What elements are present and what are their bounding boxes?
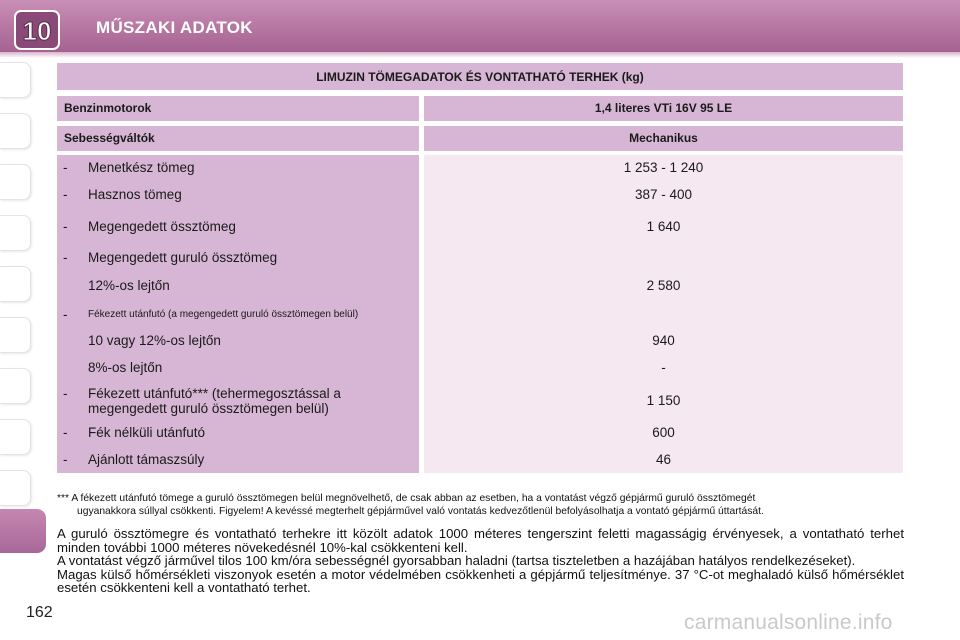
footnote-line-1: *** A fékezett utánfutó tömege a guruló össztömegen belül megnövelhető, de csak abban az esetben, ha a vontatást végző gépjármű guruló össztömegét (57, 493, 756, 504)
row-label: Menetkész tömeg (88, 160, 195, 175)
chapter-tab[interactable] (0, 368, 31, 404)
row-value: 1 150 (646, 393, 681, 408)
watermark: carmanualsonline.info (684, 611, 893, 634)
gearbox-value: Mechanikus (424, 126, 903, 151)
row-value: 940 (652, 333, 675, 348)
chapter-title: MŰSZAKI ADATOK (96, 18, 253, 37)
gearbox-row (57, 126, 903, 151)
chapter-tab[interactable] (0, 266, 31, 302)
row-dash: - (63, 219, 68, 234)
row-label: Hasznos tömeg (88, 187, 182, 202)
body-text (57, 527, 904, 595)
chapter-tabs (0, 62, 36, 572)
paragraph: A guruló össztömegre és vontatható terhekre itt közölt adatok 1000 méteres tengerszint feletti magasságig érvényesek, a vontatható terhet minden további 1000 méteres növekedésnél 10%-kal csökkenteni kell. (57, 526, 904, 555)
paragraph: A vontatást végző járművel tilos 100 km/óra sebességnél gyorsabban haladni (tartsa tiszteletben a hazájában hatályos rendelkezéseket). (57, 553, 856, 568)
row-value: 2 580 (646, 278, 681, 293)
chapter-tab[interactable] (0, 113, 31, 149)
row-label: 10 vagy 12%-os lejtőn (88, 333, 221, 348)
page-number: 162 (26, 604, 53, 621)
row-label: 12%-os lejtőn (88, 278, 170, 293)
row-dash: - (63, 307, 68, 322)
gearbox-label: Sebességváltók (57, 126, 419, 151)
row-dash: - (63, 386, 68, 401)
footnote-line-2: ugyanakkora súllyal csökkenti. Figyelem! A kevéssé megterhelt gépjárművel való vontatás kedvezőtlenül befolyásolhatja a vontató gépjármű úttartását. (77, 506, 764, 517)
chapter-tab[interactable] (0, 215, 31, 251)
chapter-tab[interactable] (0, 62, 31, 98)
table-title: LIMUZIN TÖMEGADATOK ÉS VONTATHATÓ TERHEK (kg) (57, 63, 903, 90)
paragraph: Magas külső hőmérsékleti viszonyok esetén a motor védelmében csökkenheti a gépjármű teljesítménye. 37 °C-ot meghaladó külső hőmérséklet esetén csökkenteni kell a vontatható terhet. (57, 566, 904, 595)
chapter-tab[interactable] (0, 164, 31, 200)
chapter-tab[interactable] (0, 470, 31, 506)
row-dash: - (63, 425, 68, 440)
footnote (57, 492, 907, 518)
row-value: 46 (655, 452, 672, 467)
row-dash: - (63, 187, 68, 202)
engine-value: 1,4 literes VTi 16V 95 LE (424, 96, 903, 121)
row-label: Fék nélküli utánfutó (88, 425, 206, 440)
active-chapter-tab[interactable] (0, 509, 46, 553)
row-label: Ajánlott támaszsúly (88, 452, 205, 467)
row-label: Megengedett guruló össztömeg (88, 250, 278, 265)
header-fade (0, 52, 960, 58)
row-value: 1 640 (646, 219, 681, 234)
row-label: 8%-os lejtőn (88, 360, 163, 375)
chapter-tab[interactable] (0, 317, 31, 353)
engine-row (57, 96, 903, 121)
row-dash: - (63, 160, 68, 175)
chapter-number: 10 (22, 16, 52, 46)
engine-label: Benzinmotorok (57, 96, 419, 121)
chapter-tab[interactable] (0, 419, 31, 455)
row-value: 387 - 400 (634, 187, 693, 202)
chapter-number-badge (14, 10, 60, 50)
row-value: 1 253 - 1 240 (623, 160, 704, 175)
row-label: Fékezett utánfutó (a megengedett guruló össztömegen belül) (88, 309, 359, 320)
row-value: 600 (652, 425, 675, 440)
row-label: Fékezett utánfutó*** (tehermegosztással a megengedett guruló össztömegen belül) (88, 386, 341, 416)
row-dash: - (63, 250, 68, 265)
row-value: - (661, 360, 666, 375)
row-dash: - (63, 452, 68, 467)
row-label: Megengedett össztömeg (88, 219, 236, 234)
